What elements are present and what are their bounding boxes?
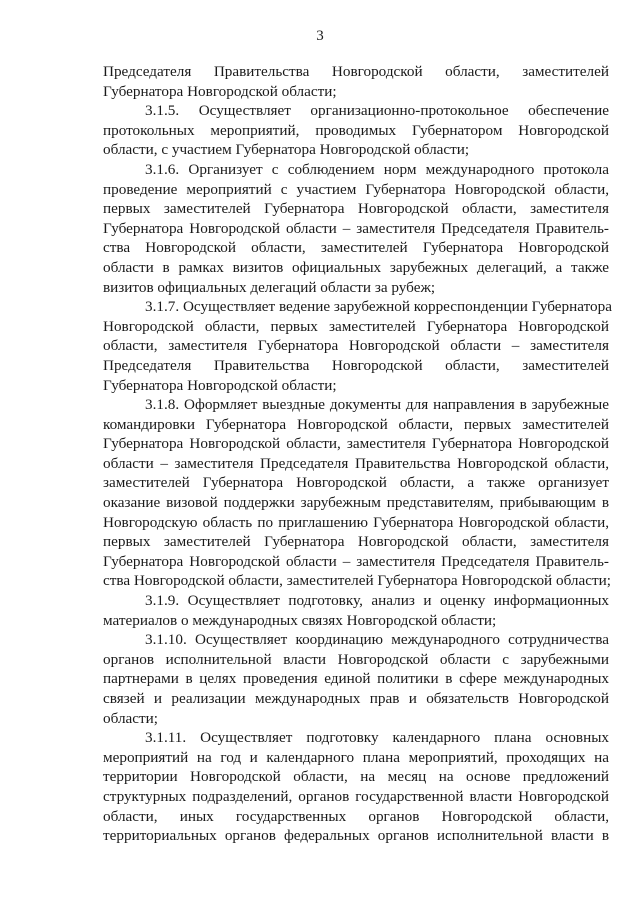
text-line: 3.1.11. Осуществляет подготовку календарного плана основных — [145, 729, 609, 747]
text-line: Губернатора Новгородской области, заместителя Губернатора Новгородской — [103, 435, 609, 453]
text-line: мероприятий на год и календарного плана мероприятий, проходящих на — [103, 748, 609, 766]
text-line: Губернатора Новгородской области; — [103, 82, 337, 100]
text-line: области в рамках визитов официальных зарубежных делегаций, а также — [103, 258, 609, 276]
text-line: территориальных органов федеральных органов исполнительной власти в — [103, 827, 609, 845]
text-line: ства Новгородской области, заместителей Губернатора Новгородской — [103, 239, 609, 257]
text-line: Губернатора Новгородской области – заместителя Председателя Правитель- — [103, 552, 609, 570]
text-line: ства Новгородской области, заместителей Губернатора Новгородской области; — [103, 572, 611, 590]
text-line: материалов о международных связях Новгородской области; — [103, 611, 497, 629]
text-line: органов исполнительной власти Новгородской области с зарубежными — [103, 650, 609, 668]
text-line: области – заместителя Председателя Правительства Новгородской области, — [103, 454, 609, 472]
text-line: визитов официальных делегаций области за рубеж; — [103, 278, 436, 296]
text-line: Новгородской области, первых заместителей Губернатора Новгородской — [103, 317, 609, 335]
text-line: заместителей Губернатора Новгородской области, а также организует — [103, 474, 609, 492]
document-body — [103, 62, 612, 846]
text-line: партнерами в целях проведения единой политики в сфере международных — [103, 670, 609, 688]
text-line: Председателя Правительства Новгородской области, заместителей — [103, 356, 609, 374]
text-line: первых заместителей Губернатора Новгородской области, заместителя — [103, 200, 609, 218]
text-line: области, заместителя Губернатора Новгородской области – заместителя — [103, 337, 609, 355]
text-line: 3.1.10. Осуществляет координацию международного сотрудничества — [145, 631, 609, 649]
text-line: 3.1.6. Организует с соблюдением норм международного протокола — [145, 160, 609, 178]
text-line: Председателя Правительства Новгородской области, заместителей — [103, 63, 609, 80]
text-line: Губернатора Новгородской области; — [103, 376, 337, 394]
text-line: 3.1.9. Осуществляет подготовку, анализ и оценку информационных — [145, 592, 609, 610]
text-line: первых заместителей Губернатора Новгородской области, заместителя — [103, 533, 609, 551]
text-line: 3.1.5. Осуществляет организационно-протокольное обеспечение — [145, 102, 609, 120]
text-line: Губернатора Новгородской области – заместителя Председателя Правитель- — [103, 219, 609, 237]
text-line: области; — [103, 709, 158, 727]
text-line: Новгородскую область по приглашению Губернатора Новгородской области, — [103, 513, 609, 531]
page-number: 3 — [316, 28, 324, 44]
text-line: области, иных государственных органов Новгородской области, — [103, 807, 609, 825]
text-line: командировки Губернатора Новгородской области, первых заместителей — [103, 415, 609, 433]
text-line: территории Новгородской области, на месяц на основе предложений — [103, 768, 609, 786]
text-line: протокольных мероприятий, проводимых Губернатором Новгородской — [103, 121, 609, 139]
text-line: проведение мероприятий с участием Губернатора Новгородской области, — [103, 180, 609, 198]
text-line: области, с участием Губернатора Новгородской области; — [103, 141, 470, 159]
text-line: 3.1.7. Осуществляет ведение зарубежной корреспонденции Губернатора — [145, 298, 612, 316]
text-line: структурных подразделений, органов государственной власти Новгородской — [103, 787, 609, 805]
text-line: 3.1.8. Оформляет выездные документы для направления в зарубежные — [145, 396, 609, 414]
text-line: оказание визовой поддержки зарубежным представителям, прибывающим в — [103, 494, 609, 512]
text-line: связей и реализации международных прав и обязательств Новгородской — [103, 690, 609, 707]
